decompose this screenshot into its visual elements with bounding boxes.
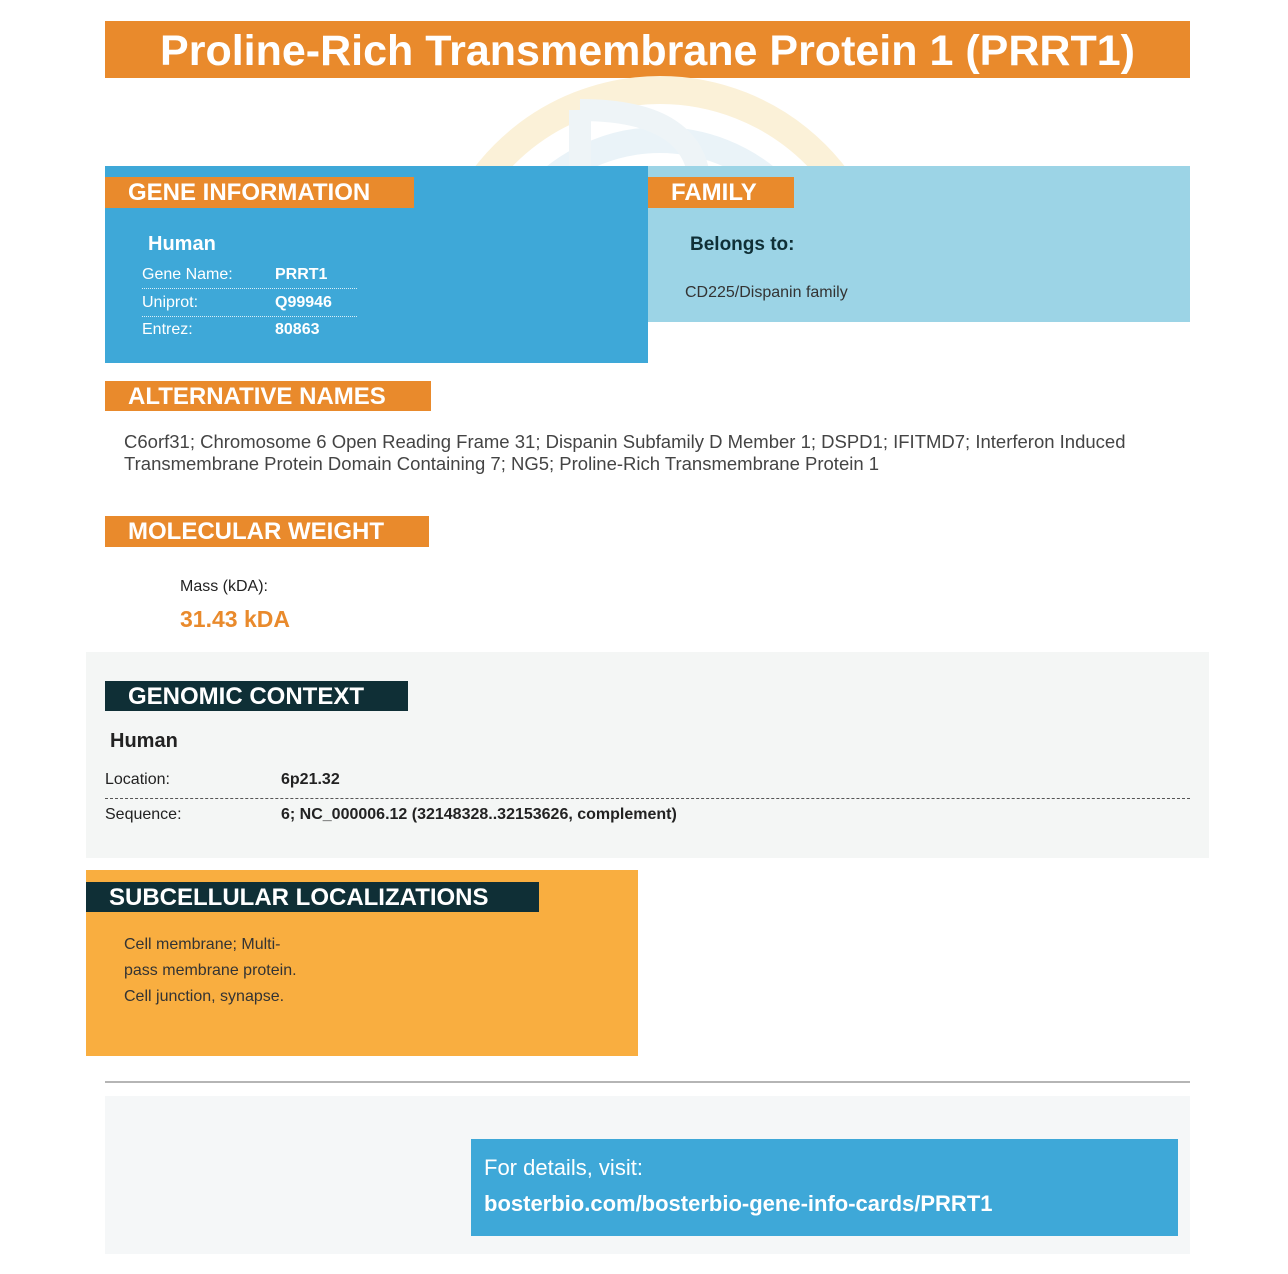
uniprot-value: Q99946 — [275, 294, 332, 311]
gene-information-species: Human — [148, 233, 216, 255]
details-link[interactable]: bosterbio.com/bosterbio-gene-info-cards/PRRT1 — [484, 1191, 993, 1216]
gene-name-label: Gene Name: — [142, 266, 233, 283]
subcellular-localizations-heading: SUBCELLULAR LOCALIZATIONS — [86, 882, 539, 912]
entrez-row — [142, 316, 357, 343]
subcellular-line: pass membrane protein. — [124, 962, 297, 979]
location-label: Location: — [105, 771, 170, 788]
alternative-names-text: C6orf31; Chromosome 6 Open Reading Frame 31; Dispanin Subfamily D Member 1; DSPD1; IFITMD7; Interferon Induced Transmembrane Protein Domain Containing 7; NG5; Proline-Rich Transmembrane Protein 1 — [124, 431, 1126, 474]
mass-label: Mass (kDA): — [180, 578, 268, 595]
family-heading: FAMILY — [648, 177, 794, 208]
sequence-row — [105, 799, 1190, 833]
gene-name-value: PRRT1 — [275, 266, 328, 283]
family-belongs-label: Belongs to: — [690, 234, 795, 255]
footer-divider — [105, 1081, 1190, 1083]
sequence-label: Sequence: — [105, 806, 182, 823]
uniprot-row — [142, 289, 357, 317]
genomic-context-heading: GENOMIC CONTEXT — [105, 681, 408, 711]
mass-value: 31.43 kDA — [180, 606, 290, 632]
subcellular-line: Cell junction, synapse. — [124, 988, 285, 1005]
location-value: 6p21.32 — [281, 771, 340, 788]
alternative-names-heading: ALTERNATIVE NAMES — [105, 381, 431, 411]
uniprot-label: Uniprot: — [142, 294, 199, 311]
location-row — [105, 764, 1190, 799]
entrez-value: 80863 — [275, 321, 320, 338]
entrez-label: Entrez: — [142, 321, 193, 338]
page-title: Proline-Rich Transmembrane Protein 1 (PRRT1) — [105, 21, 1190, 78]
details-box — [471, 1139, 1178, 1236]
details-label: For details, visit: — [484, 1155, 643, 1180]
subcellular-line: Cell membrane; Multi- — [124, 936, 281, 953]
family-value: CD225/Dispanin family — [685, 284, 848, 301]
molecular-weight-heading: MOLECULAR WEIGHT — [105, 516, 429, 547]
gene-information-heading: GENE INFORMATION — [105, 177, 414, 208]
subcellular-localizations-text — [124, 932, 324, 1010]
gene-name-row — [142, 261, 357, 289]
genomic-context-species: Human — [110, 730, 178, 752]
sequence-value: 6; NC_000006.12 (32148328..32153626, complement) — [281, 806, 677, 823]
